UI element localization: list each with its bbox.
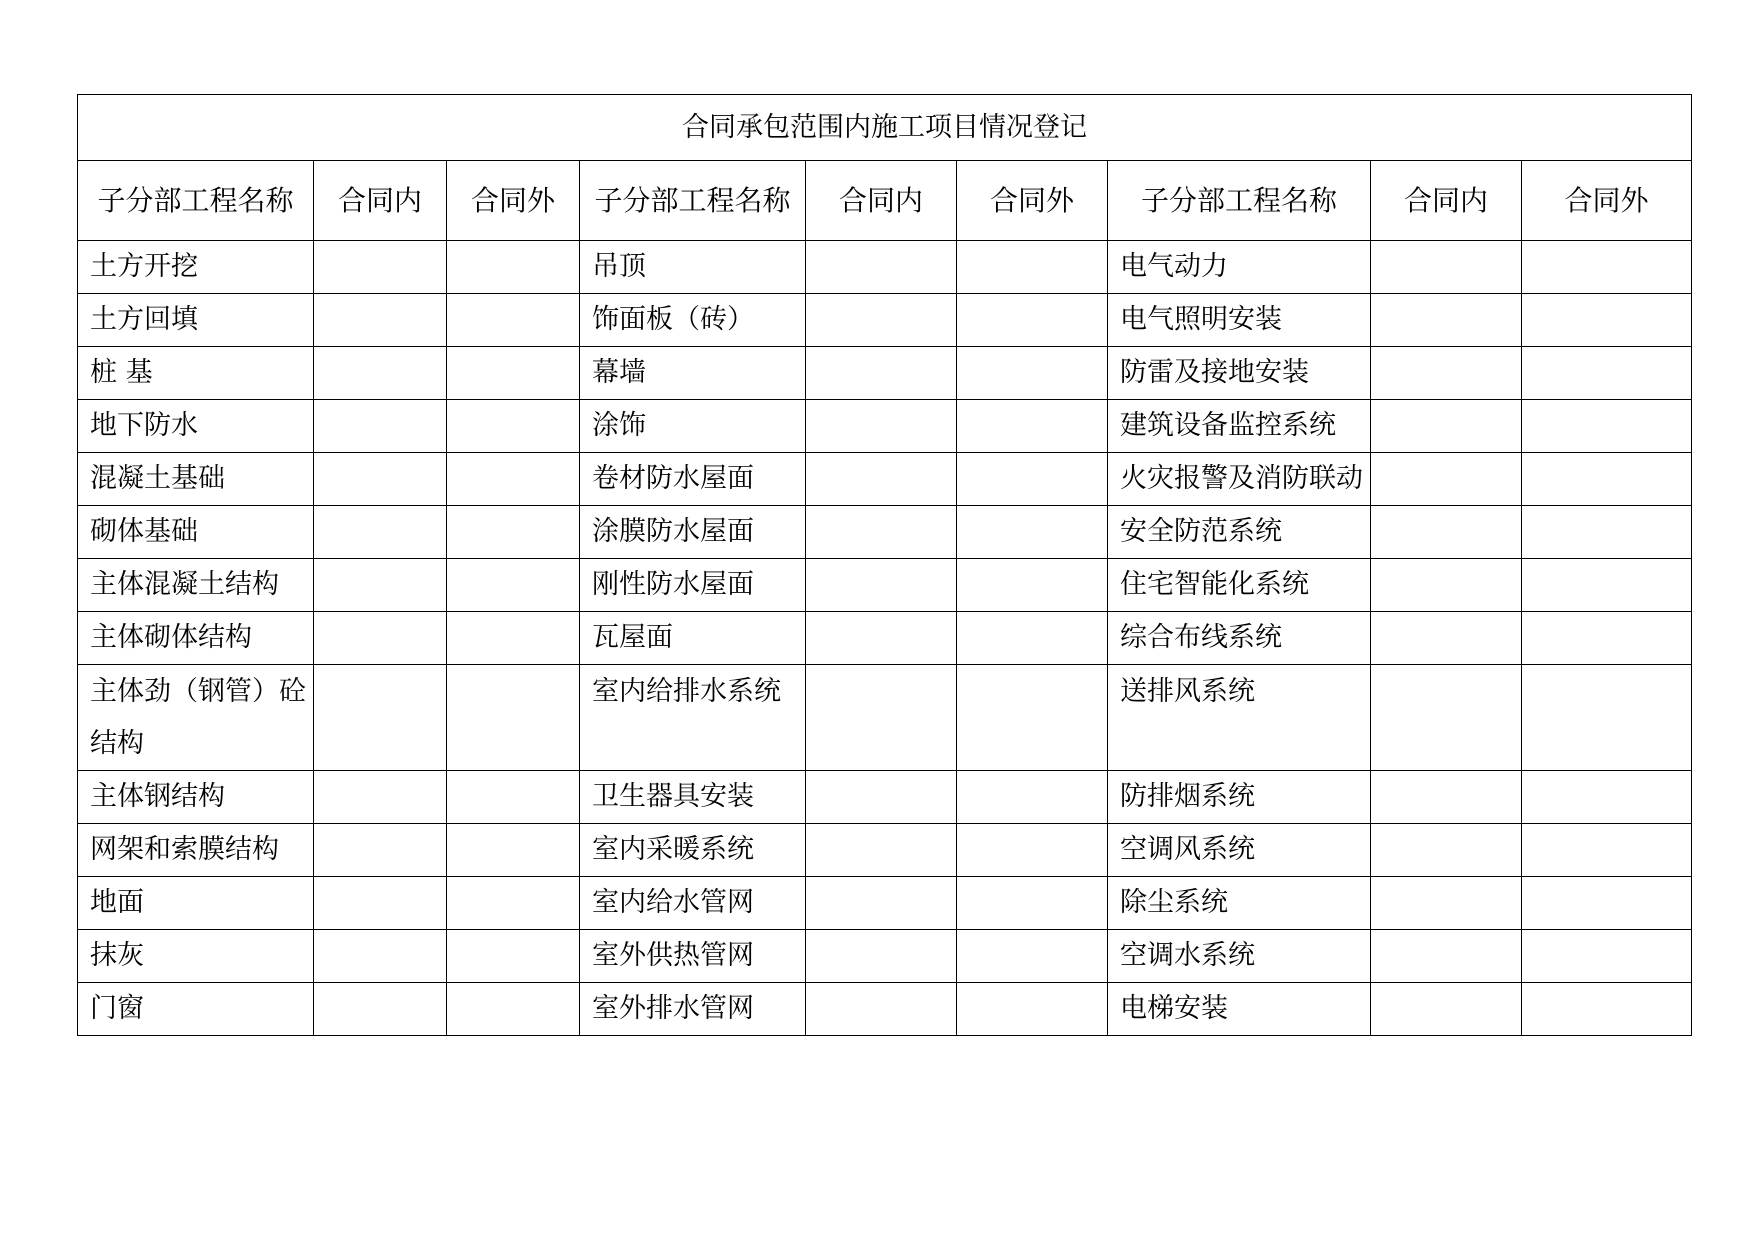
- item-name-2: 室外供热管网: [580, 930, 806, 983]
- table-row: [78, 347, 1692, 400]
- cell-inside-3[interactable]: [1371, 983, 1522, 1036]
- cell-outside-3[interactable]: [1522, 824, 1692, 877]
- item-name-3: 住宅智能化系统: [1108, 559, 1371, 612]
- cell-outside-1[interactable]: [447, 983, 580, 1036]
- item-name-2: 卷材防水屋面: [580, 453, 806, 506]
- cell-outside-3[interactable]: [1522, 347, 1692, 400]
- cell-inside-2[interactable]: [806, 559, 957, 612]
- table-row: [78, 612, 1692, 665]
- cell-inside-2[interactable]: [806, 400, 957, 453]
- item-name-1: 地下防水: [78, 400, 314, 453]
- registration-table: [77, 94, 1692, 1036]
- item-name-2: 卫生器具安装: [580, 771, 806, 824]
- cell-outside-3[interactable]: [1522, 506, 1692, 559]
- cell-inside-2[interactable]: [806, 983, 957, 1036]
- cell-inside-2[interactable]: [806, 506, 957, 559]
- table-row: [78, 930, 1692, 983]
- cell-inside-3[interactable]: [1371, 241, 1522, 294]
- cell-inside-3[interactable]: [1371, 559, 1522, 612]
- cell-outside-2[interactable]: [957, 559, 1108, 612]
- item-name-1: 地面: [78, 877, 314, 930]
- cell-outside-1[interactable]: [447, 347, 580, 400]
- header-outside-3: 合同外: [1522, 161, 1692, 241]
- item-name-2: 室内给排水系统: [580, 665, 806, 771]
- item-name-2: 室内采暖系统: [580, 824, 806, 877]
- cell-inside-2[interactable]: [806, 665, 957, 771]
- cell-outside-3[interactable]: [1522, 612, 1692, 665]
- cell-inside-1[interactable]: [314, 612, 447, 665]
- cell-inside-1[interactable]: [314, 506, 447, 559]
- cell-outside-2[interactable]: [957, 665, 1108, 771]
- item-name-1: 主体钢结构: [78, 771, 314, 824]
- item-name-1: 主体砌体结构: [78, 612, 314, 665]
- header-outside-1: 合同外: [447, 161, 580, 241]
- cell-outside-2[interactable]: [957, 453, 1108, 506]
- cell-inside-1[interactable]: [314, 400, 447, 453]
- cell-outside-1[interactable]: [447, 930, 580, 983]
- cell-outside-1[interactable]: [447, 506, 580, 559]
- table-row: [78, 241, 1692, 294]
- cell-outside-1[interactable]: [447, 665, 580, 771]
- item-name-1: 抹灰: [78, 930, 314, 983]
- item-name-2: 涂饰: [580, 400, 806, 453]
- item-name-2: 幕墙: [580, 347, 806, 400]
- cell-inside-2[interactable]: [806, 294, 957, 347]
- cell-outside-2[interactable]: [957, 771, 1108, 824]
- cell-outside-1[interactable]: [447, 241, 580, 294]
- cell-outside-1[interactable]: [447, 877, 580, 930]
- header-name-1: 子分部工程名称: [78, 161, 314, 241]
- cell-outside-1[interactable]: [447, 824, 580, 877]
- header-name-2: 子分部工程名称: [580, 161, 806, 241]
- item-name-2: 饰面板（砖）: [580, 294, 806, 347]
- table-title: 合同承包范围内施工项目情况登记: [78, 95, 1692, 161]
- cell-inside-1[interactable]: [314, 453, 447, 506]
- item-name-3: 送排风系统: [1108, 665, 1371, 771]
- cell-inside-2[interactable]: [806, 241, 957, 294]
- cell-inside-2[interactable]: [806, 930, 957, 983]
- item-name-3: 建筑设备监控系统: [1108, 400, 1371, 453]
- cell-inside-3[interactable]: [1371, 824, 1522, 877]
- item-name-3: 火灾报警及消防联动: [1108, 453, 1371, 506]
- cell-inside-1[interactable]: [314, 983, 447, 1036]
- item-name-1: 砌体基础: [78, 506, 314, 559]
- cell-inside-2[interactable]: [806, 877, 957, 930]
- table-row: [78, 771, 1692, 824]
- cell-inside-2[interactable]: [806, 453, 957, 506]
- item-name-1: 门窗: [78, 983, 314, 1036]
- cell-outside-3[interactable]: [1522, 877, 1692, 930]
- item-name-2: 刚性防水屋面: [580, 559, 806, 612]
- item-name-3: 安全防范系统: [1108, 506, 1371, 559]
- table-row: [78, 983, 1692, 1036]
- cell-inside-2[interactable]: [806, 347, 957, 400]
- table-row: [78, 877, 1692, 930]
- item-name-1: 土方回填: [78, 294, 314, 347]
- cell-inside-1[interactable]: [314, 559, 447, 612]
- table-row: [78, 665, 1692, 771]
- cell-outside-3[interactable]: [1522, 453, 1692, 506]
- cell-outside-2[interactable]: [957, 877, 1108, 930]
- cell-outside-1[interactable]: [447, 294, 580, 347]
- table-row: [78, 824, 1692, 877]
- cell-inside-3[interactable]: [1371, 400, 1522, 453]
- cell-inside-1[interactable]: [314, 877, 447, 930]
- cell-outside-3[interactable]: [1522, 294, 1692, 347]
- header-outside-2: 合同外: [957, 161, 1108, 241]
- cell-outside-3[interactable]: [1522, 559, 1692, 612]
- cell-outside-1[interactable]: [447, 400, 580, 453]
- header-inside-2: 合同内: [806, 161, 957, 241]
- cell-outside-1[interactable]: [447, 612, 580, 665]
- item-name-2: 室内给水管网: [580, 877, 806, 930]
- cell-outside-1[interactable]: [447, 771, 580, 824]
- item-name-3: 电气动力: [1108, 241, 1371, 294]
- cell-inside-2[interactable]: [806, 824, 957, 877]
- cell-outside-3[interactable]: [1522, 665, 1692, 771]
- cell-inside-1[interactable]: [314, 294, 447, 347]
- item-name-3: 综合布线系统: [1108, 612, 1371, 665]
- cell-outside-2[interactable]: [957, 930, 1108, 983]
- item-name-1: 主体劲（钢管）砼结构: [78, 665, 314, 771]
- table-row: [78, 506, 1692, 559]
- item-name-2: 吊顶: [580, 241, 806, 294]
- cell-outside-2[interactable]: [957, 400, 1108, 453]
- cell-outside-3[interactable]: [1522, 400, 1692, 453]
- cell-outside-2[interactable]: [957, 983, 1108, 1036]
- table-row: [78, 294, 1692, 347]
- cell-inside-3[interactable]: [1371, 294, 1522, 347]
- cell-inside-1[interactable]: [314, 824, 447, 877]
- item-name-2: 涂膜防水屋面: [580, 506, 806, 559]
- header-inside-3: 合同内: [1371, 161, 1522, 241]
- item-name-1: 混凝土基础: [78, 453, 314, 506]
- cell-inside-3[interactable]: [1371, 930, 1522, 983]
- title-row: [78, 95, 1692, 161]
- table-row: [78, 400, 1692, 453]
- cell-inside-1[interactable]: [314, 665, 447, 771]
- cell-outside-3[interactable]: [1522, 241, 1692, 294]
- cell-outside-2[interactable]: [957, 294, 1108, 347]
- cell-outside-1[interactable]: [447, 453, 580, 506]
- table-row: [78, 453, 1692, 506]
- cell-outside-3[interactable]: [1522, 983, 1692, 1036]
- header-inside-1: 合同内: [314, 161, 447, 241]
- cell-inside-1[interactable]: [314, 347, 447, 400]
- header-row: [78, 161, 1692, 241]
- cell-outside-2[interactable]: [957, 612, 1108, 665]
- cell-inside-3[interactable]: [1371, 771, 1522, 824]
- item-name-3: 防排烟系统: [1108, 771, 1371, 824]
- item-name-2: 瓦屋面: [580, 612, 806, 665]
- cell-inside-3[interactable]: [1371, 612, 1522, 665]
- item-name-3: 电气照明安装: [1108, 294, 1371, 347]
- item-name-1: 土方开挖: [78, 241, 314, 294]
- cell-outside-3[interactable]: [1522, 771, 1692, 824]
- item-name-1: 网架和索膜结构: [78, 824, 314, 877]
- item-name-3: 空调风系统: [1108, 824, 1371, 877]
- item-name-3: 除尘系统: [1108, 877, 1371, 930]
- item-name-1: 主体混凝土结构: [78, 559, 314, 612]
- cell-outside-1[interactable]: [447, 559, 580, 612]
- cell-inside-3[interactable]: [1371, 506, 1522, 559]
- cell-inside-3[interactable]: [1371, 347, 1522, 400]
- table-row: [78, 559, 1692, 612]
- cell-inside-1[interactable]: [314, 771, 447, 824]
- cell-inside-3[interactable]: [1371, 665, 1522, 771]
- cell-outside-3[interactable]: [1522, 930, 1692, 983]
- item-name-3: 防雷及接地安装: [1108, 347, 1371, 400]
- item-name-1: 桩 基: [78, 347, 314, 400]
- item-name-2: 室外排水管网: [580, 983, 806, 1036]
- cell-inside-3[interactable]: [1371, 877, 1522, 930]
- header-name-3: 子分部工程名称: [1108, 161, 1371, 241]
- cell-inside-1[interactable]: [314, 241, 447, 294]
- cell-outside-2[interactable]: [957, 241, 1108, 294]
- cell-outside-2[interactable]: [957, 824, 1108, 877]
- cell-inside-2[interactable]: [806, 771, 957, 824]
- cell-inside-2[interactable]: [806, 612, 957, 665]
- cell-outside-2[interactable]: [957, 506, 1108, 559]
- item-name-3: 空调水系统: [1108, 930, 1371, 983]
- cell-inside-3[interactable]: [1371, 453, 1522, 506]
- cell-inside-1[interactable]: [314, 930, 447, 983]
- cell-outside-2[interactable]: [957, 347, 1108, 400]
- item-name-3: 电梯安装: [1108, 983, 1371, 1036]
